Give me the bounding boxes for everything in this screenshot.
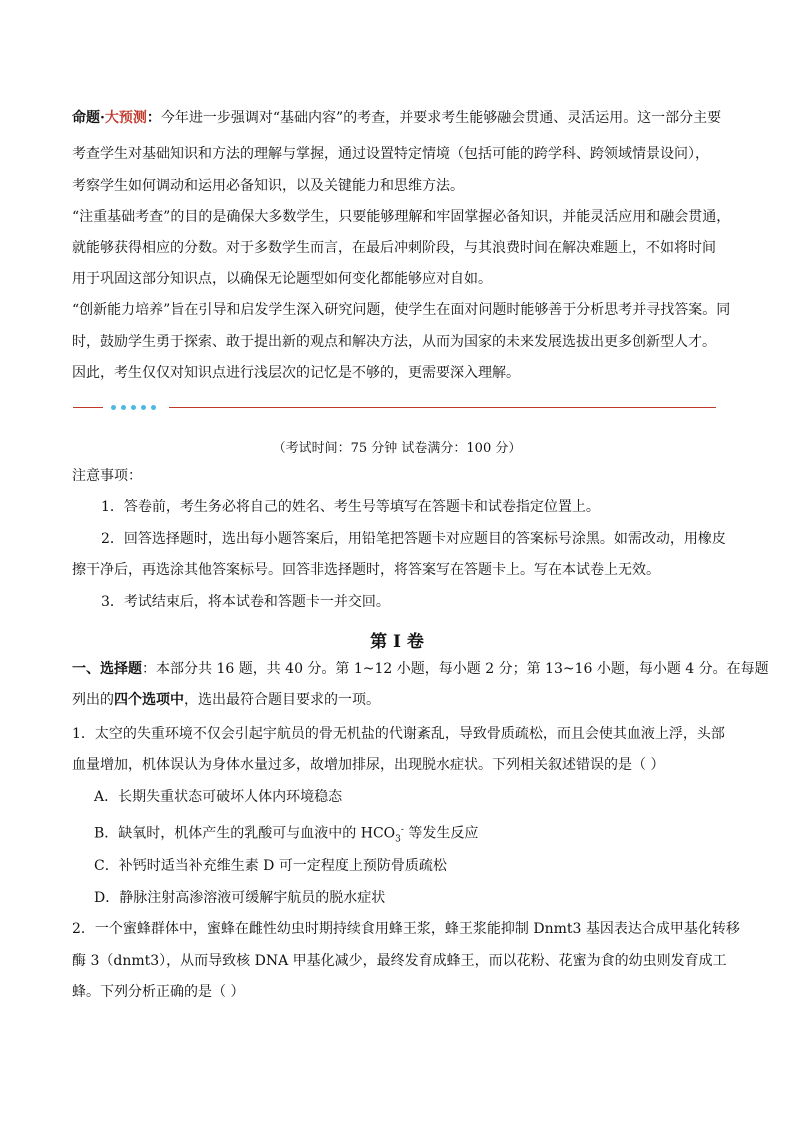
- part1-label: 一、选择题: [72, 661, 142, 677]
- part1-line1-text: ：本部分共 16 题，共 40 分。第 1~12 小题，每小题 2 分；第 13~16 小题，每小题 4 分。在每题: [142, 661, 769, 677]
- section-divider: [73, 400, 716, 416]
- q1-option-b-post: 等发生反应: [403, 825, 479, 842]
- intro-tag-prefix: 命题·: [72, 110, 105, 126]
- intro-tag-suffix: ：: [146, 110, 161, 126]
- intro-para3-line2: 时，鼓励学生勇于探索、敢于提出新的观点和解决方法，从而为国家的未来发展选拔出更多创新型人才。: [72, 334, 716, 350]
- divider-line-left: [73, 407, 103, 408]
- q1-option-b-sup: -: [400, 825, 404, 835]
- intro-tag-highlight: 大预测: [104, 110, 147, 126]
- notes-heading: 注意事项：: [72, 468, 142, 484]
- q1-option-b-sub: 3: [395, 834, 401, 845]
- part1-line2: [72, 693, 722, 707]
- intro-para2-line2: 就能够获得相应的分数。对于多数学生而言，在最后冲刺阶段，与其浪费时间在解决难题上，不如将时间: [72, 240, 716, 256]
- divider-dot: [131, 405, 136, 410]
- q1-option-a: A．长期失重状态可破坏人体内环境稳态: [94, 789, 343, 805]
- intro-para1-line3: 考察学生如何调动和运用必备知识，以及关键能力和思维方法。: [72, 178, 464, 194]
- intro-para3-line1: “创新能力培养”旨在引导和启发学生深入研究问题，使学生在面对问题时能够善于分析思考并寻找答案。同: [72, 302, 731, 318]
- divider-dot: [141, 405, 146, 410]
- part1-line2-bold: 四个选项中: [114, 692, 184, 708]
- intro-para2-line1: “注重基础考查”的目的是确保大多数学生，只要能够理解和牢固掌握必备知识，并能灵活应用和融会贯通，: [72, 209, 731, 225]
- q1-option-d: D．静脉注射高渗溶液可缓解宇航员的脱水症状: [94, 890, 386, 906]
- divider-dot: [111, 405, 116, 410]
- intro-para1-line2: 考查学生对基础知识和方法的理解与掌握，通过设置特定情境（包括可能的跨学科、跨领域情景设问），: [72, 146, 709, 162]
- intro-para3-line3: 因此，考生仅仅对知识点进行浅层次的记忆是不够的，更需要深入理解。: [72, 365, 520, 381]
- notes-item-1: 1．答卷前，考生务必将自己的姓名、考生号等填写在答题卡和试卷指定位置上。: [101, 499, 600, 515]
- intro-para2-line3: 用于巩固这部分知识点，以确保无论题型如何变化都能够应对自如。: [72, 271, 492, 287]
- q1-option-b-chem: HCO: [360, 825, 396, 842]
- q2-stem-line3: 蜂。下列分析正确的是（ ）: [72, 984, 245, 1000]
- q1-option-b-pre: B．缺氧时，机体产生的乳酸可与血液中的: [94, 825, 361, 842]
- part1-line1: [72, 661, 769, 677]
- notes-item-3: 3．考试结束后，将本试卷和答题卡一并交回。: [101, 594, 390, 610]
- q1-stem-line1: 1．太空的失重环境不仅会引起宇航员的骨无机盐的代谢紊乱，导致骨质疏松，而且会使其血液上浮，头部: [72, 726, 725, 742]
- q1-option-c: C．补钙时适当补充维生素 D 可一定程度上预防骨质疏松: [94, 858, 447, 874]
- q2-stem-line2: 酶 3（dnmt3），从而导致核 DNA 甲基化减少，最终发育成蜂王，而以花粉、花蜜为食的幼虫则发育成工: [72, 953, 727, 969]
- exam-info: （考试时间：75 分钟 试卷满分：100 分）: [272, 441, 522, 456]
- divider-line-right: [169, 407, 716, 408]
- notes-item-2-line2: 擦干净后，再选涂其他答案标号。回答非选择题时，将答案写在答题卡上。写在本试卷上无效。: [72, 562, 660, 578]
- notes-item-2-line1: 2．回答选择题时，选出每小题答案后，用铅笔把答题卡对应题目的答案标号涂黑。如需改动，用橡皮: [101, 531, 726, 547]
- section-title: 第 I 卷: [370, 632, 424, 652]
- intro-text: 今年进一步强调对“基础内容”的考查，并要求考生能够融会贯通、灵活运用。这一部分主要: [160, 110, 722, 126]
- part1-line2-post: ，选出最符合题目要求的一项。: [184, 692, 380, 708]
- divider-dots: [111, 401, 163, 413]
- divider-dot: [151, 405, 156, 410]
- part1-line2-pre: 列出的: [72, 692, 114, 708]
- q2-stem-line1: 2．一个蜜蜂群体中，蜜蜂在雌性幼虫时期持续食用蜂王浆，蜂王浆能抑制 Dnmt3 基因表达合成甲基化转移: [72, 921, 740, 937]
- q1-option-b: [94, 823, 744, 846]
- q1-stem-line2: 血量增加，机体误认为身体水量过多，故增加排尿，出现脱水症状。下列相关叙述错误的是（ ）: [72, 757, 665, 773]
- divider-dot: [121, 405, 126, 410]
- intro-para1-line1: [72, 111, 722, 125]
